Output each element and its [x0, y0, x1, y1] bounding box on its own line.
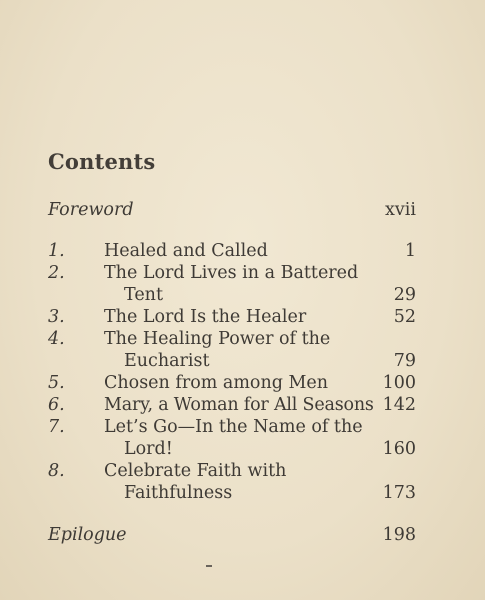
print-speck: [206, 565, 212, 567]
chapter-number: 2.: [48, 263, 65, 283]
chapter-title-continued: Tent: [124, 285, 163, 305]
chapter-number: 1.: [48, 241, 65, 261]
chapter-title-continued: Lord!: [124, 439, 173, 459]
toc-entry-chapter-8-continued: [0, 482, 485, 504]
toc-entry-chapter-3: [0, 306, 485, 328]
chapter-number: 7.: [48, 417, 65, 437]
chapter-title: Let’s Go—In the Name of the: [104, 417, 363, 437]
chapter-title: The Lord Is the Healer: [104, 307, 307, 327]
toc-entry-chapter-2-continued: [0, 284, 485, 306]
chapter-page: 52: [393, 307, 416, 327]
toc-entry-chapter-6: [0, 394, 485, 416]
chapter-number: 5.: [48, 373, 65, 393]
toc-entry-chapter-2: [0, 262, 485, 284]
chapter-title: The Lord Lives in a Battered: [104, 263, 359, 283]
toc-entry-page: xvii: [385, 200, 416, 220]
chapter-title-continued: Faithfulness: [124, 483, 233, 503]
chapter-title: Chosen from among Men: [104, 373, 329, 393]
chapter-page: 160: [382, 439, 416, 459]
chapter-page: 173: [382, 483, 416, 503]
chapter-page: 29: [393, 285, 416, 305]
chapter-title: The Healing Power of the: [104, 329, 331, 349]
chapter-number: 4.: [48, 329, 65, 349]
chapter-title-continued: Eucharist: [124, 351, 210, 371]
toc-entry-epilogue: [0, 524, 485, 546]
chapter-page: 142: [382, 395, 416, 415]
chapter-number: 6.: [48, 395, 65, 415]
toc-entry-foreword: [0, 199, 485, 221]
page-title: Contents: [48, 149, 156, 174]
toc-entry-label: Foreword: [48, 200, 134, 220]
chapter-title: Healed and Called: [104, 241, 268, 261]
chapter-title: Mary, a Woman for All Seasons: [104, 395, 374, 415]
toc-entry-chapter-5: [0, 372, 485, 394]
toc-entry-chapter-4-continued: [0, 350, 485, 372]
chapter-page: 79: [393, 351, 416, 371]
toc-entry-chapter-1: [0, 240, 485, 262]
chapter-title: Celebrate Faith with: [104, 461, 287, 481]
toc-entry-page: 198: [382, 525, 416, 545]
chapter-page: 1: [404, 241, 416, 261]
toc-entry-chapter-7: [0, 416, 485, 438]
chapter-number: 3.: [48, 307, 65, 327]
chapter-number: 8.: [48, 461, 65, 481]
chapter-page: 100: [382, 373, 416, 393]
toc-entry-chapter-8: [0, 460, 485, 482]
toc-entry-label: Epilogue: [48, 525, 127, 545]
toc-entry-chapter-7-continued: [0, 438, 485, 460]
toc-entry-chapter-4: [0, 328, 485, 350]
